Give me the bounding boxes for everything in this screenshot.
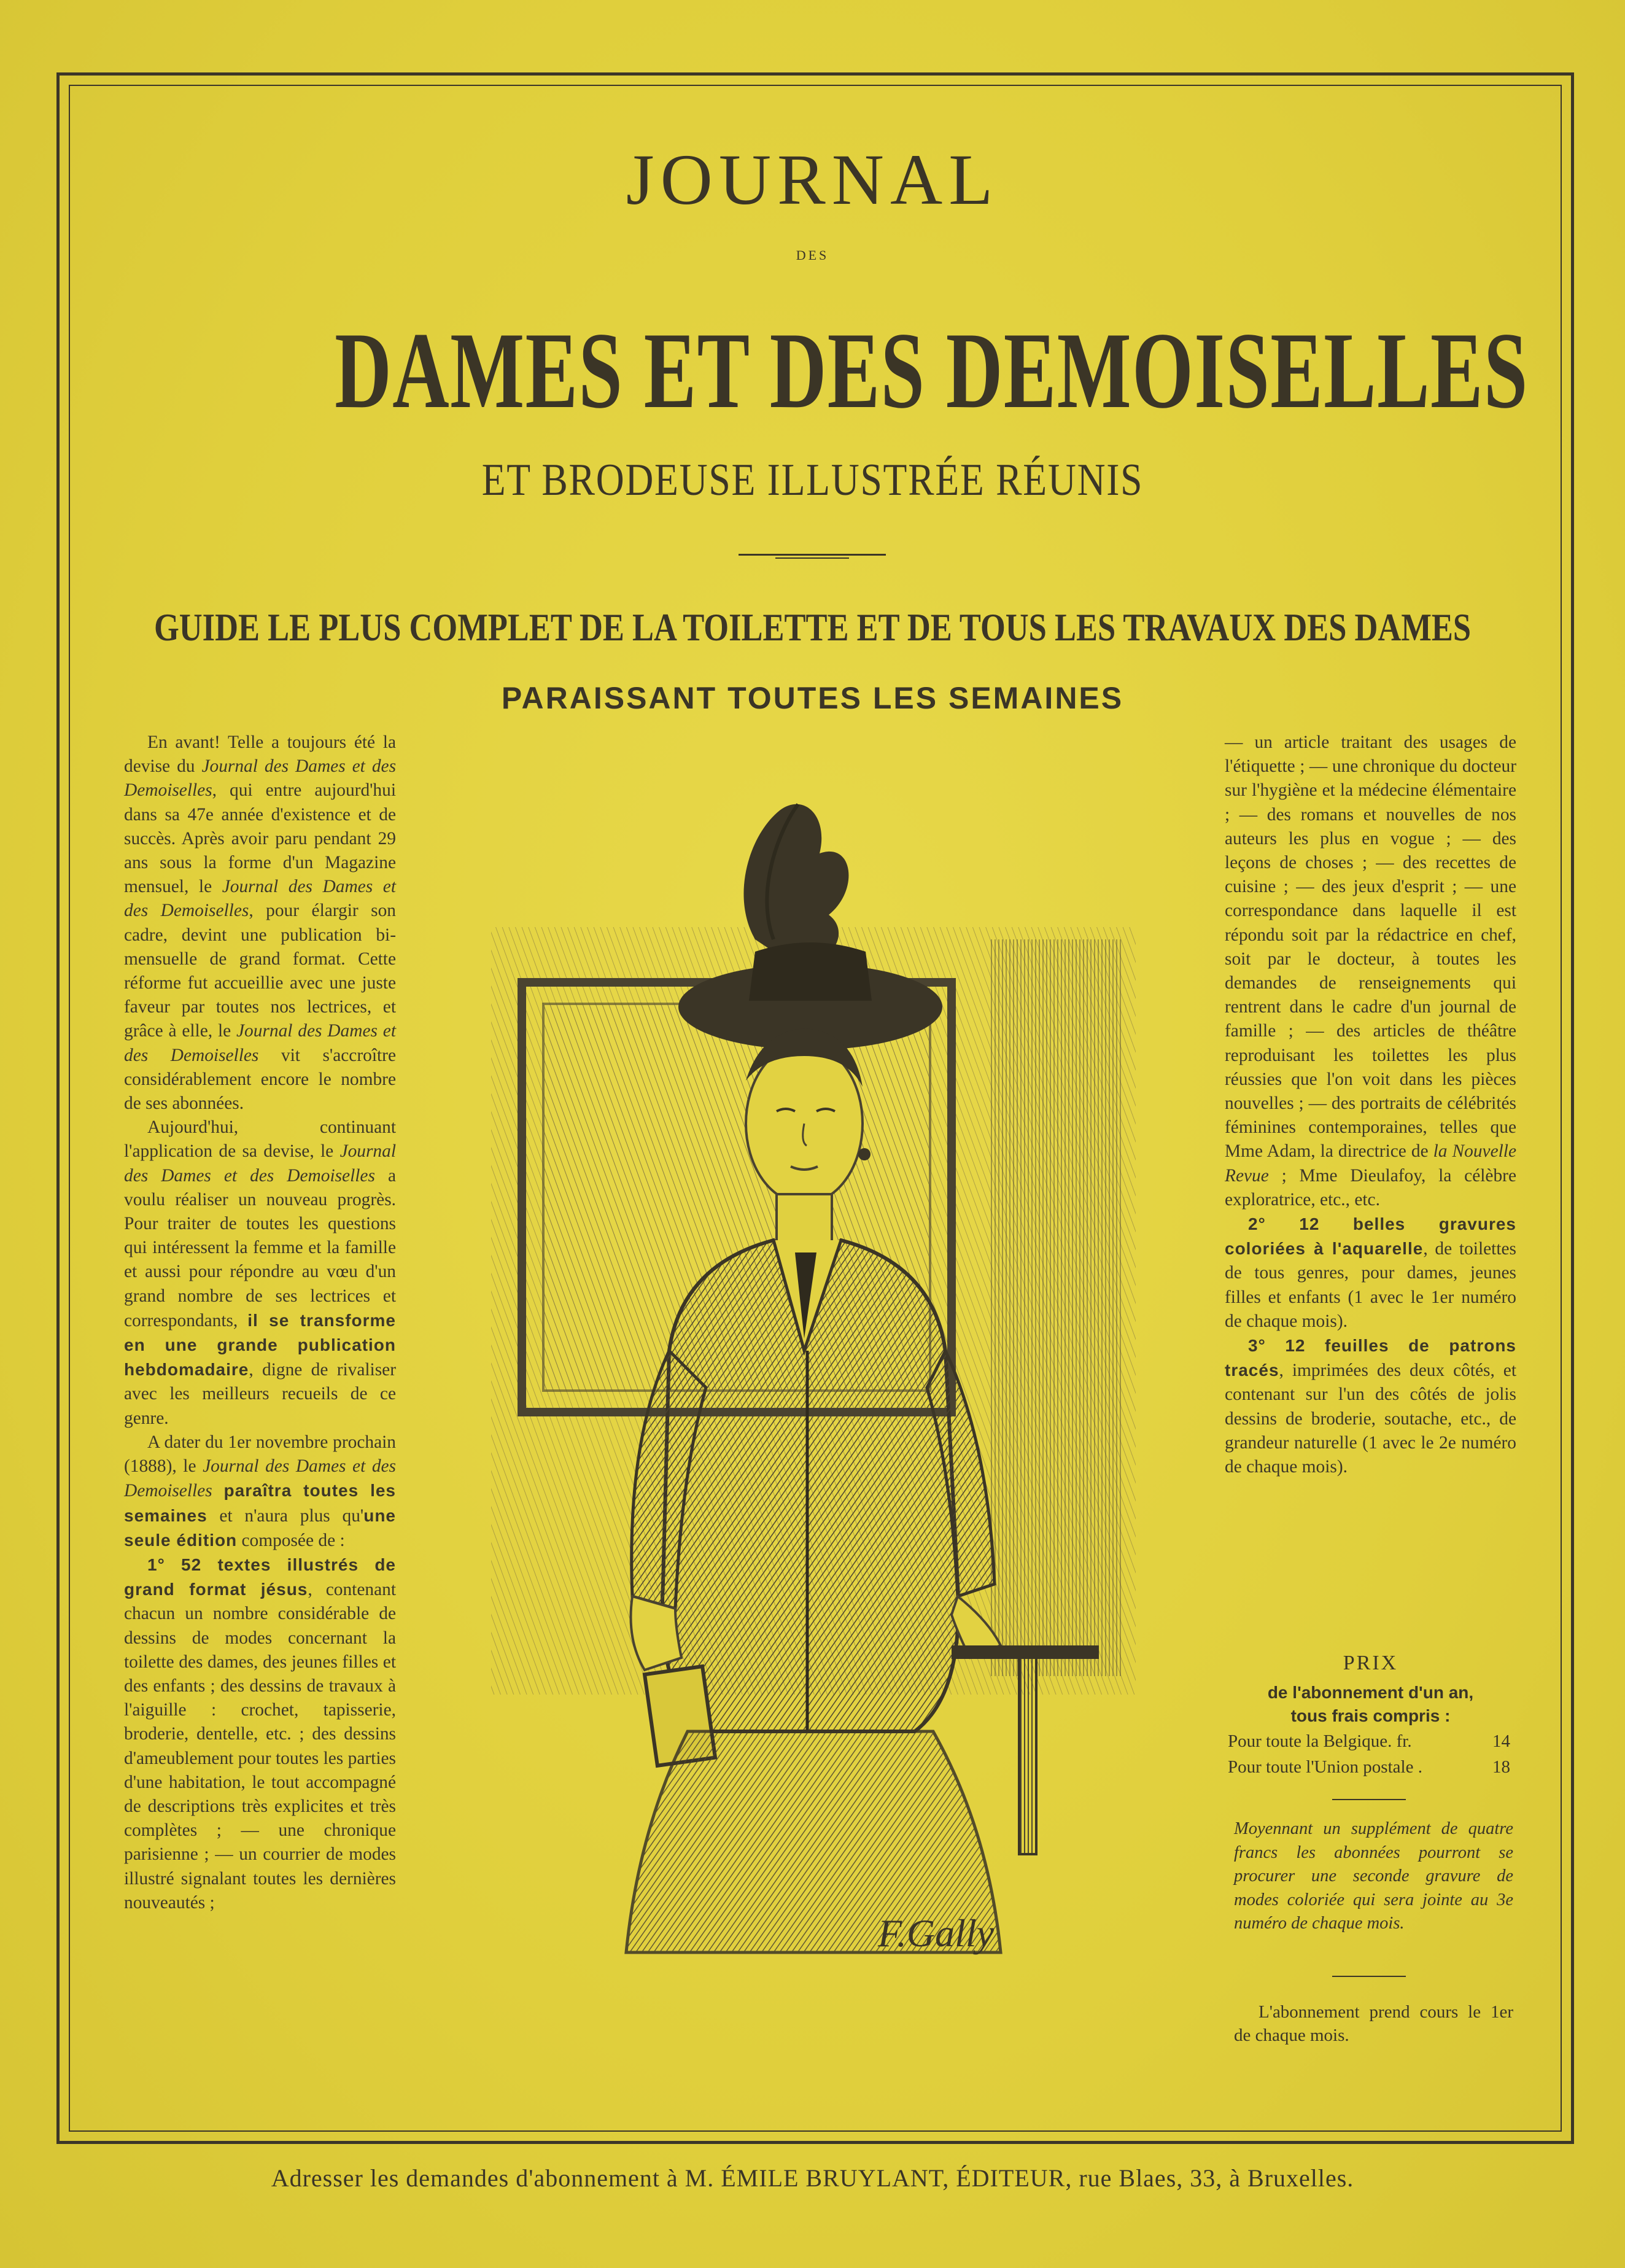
- subscription-start-note: L'abonnement prend cours le 1er de chaque mois.: [1234, 2002, 1513, 2045]
- masthead-des: DES: [796, 247, 829, 263]
- right-paragraph-2: 2° 12 belles gravures coloriées à l'aquarelle, de toilettes de tous genres, pour dames, jeunes filles et enfants (1 avec le 1er numéro de chaque mois).: [1225, 1214, 1516, 1331]
- masthead-journal: JOURNAL: [626, 139, 999, 220]
- right-text-column: [1225, 731, 1516, 1479]
- left-paragraph-4: 1° 52 textes illustrés de grand format jésus, contenant chacun un nombre considérable de dessins de modes concernant la toilette des dames, des jeunes filles et des enfants ; des dessins de travaux à l'aiguille : crochet, tapisserie, broderie, dentelle, etc. ; des dessins d'ameublement pour toutes les parties d'une habitation, le tout accompagné de descriptions très explicites et très complètes ; — une chronique parisienne ; — un courrier de modes illustré signalant toutes les dernières nouveautés ;: [124, 1555, 396, 1913]
- artist-signature: F.Gally: [878, 1911, 995, 1955]
- hat-plume: [743, 804, 848, 965]
- fashion-engraving-illustration: [485, 737, 1154, 2014]
- right-paragraph-1: — un article traitant des usages de l'étiquette ; — une chronique du docteur sur l'hygiène et la médecine élémentaire ; — des romans et nouvelles de nos auteurs les plus en vogue ; — des leçons de choses ; — des recettes de cuisine ; — des jeux d'esprit ; — une correspondance dans laquelle il est répondu soit par la rédactrice en chef, soit par le docteur, à toutes les demandes de renseignements qui rentrent dans le cadre d'un journal de famille ; — des articles de théâtre reproduisant les toilettes les plus réussies que l'on voit dans les pièces nouvelles ; — des portraits de célébrités féminines contemporaines, telles que Mme Adam, la directrice de la Nouvelle Revue ; Mme Dieulafoy, la célèbre exploratrice, etc., etc.: [1225, 732, 1516, 1210]
- prix-subheading: de l'abonnement d'un an, tous frais compris :: [1267, 1683, 1474, 1725]
- masthead-title: DAMES ET DES DEMOISELLES: [335, 309, 1529, 431]
- left-text-column: [124, 731, 396, 1915]
- supplement-divider: [1332, 1976, 1406, 1977]
- footer-address: Adresser les demandes d'abonnement à M. ÉMILE BRUYLANT, ÉDITEUR, rue Blaes, 33, à Bruxelles.: [271, 2164, 1354, 2192]
- left-paragraph-3: A dater du 1er novembre prochain (1888), le Journal des Dames et des Demoiselles paraîtra toutes les semaines et n'aura plus qu'une seule édition composée de :: [124, 1432, 396, 1550]
- guide-tagline: GUIDE LE PLUS COMPLET DE LA TOILETTE ET DE TOUS LES TRAVAUX DES DAMES: [153, 605, 1472, 649]
- background-curtain: [988, 939, 1123, 1676]
- frequency-tagline: PARAISSANT TOUTES LES SEMAINES: [501, 681, 1124, 715]
- hat-crown: [749, 942, 872, 1001]
- price-row-belgique: Pour toute la Belgique. fr. 14: [1228, 1731, 1510, 1751]
- right-paragraph-3: 3° 12 feuilles de patrons tracés, imprimées des deux côtés, et contenant sur l'un des côtés de jolis dessins de broderie, soutache, etc., de grandeur naturelle (1 avec le 2e numéro de chaque mois).: [1225, 1336, 1516, 1477]
- left-paragraph-2: Aujourd'hui, continuant l'application de sa devise, le Journal des Dames et des Demoiselles a voulu réaliser un nouveau progrès. Pour traiter de toutes les questions qui intéressent la femme et la famille et aussi pour répondre au vœu d'un grand nombre de ses lectrices et correspondants, il se transforme en une grande publication hebdomadaire, digne de rivaliser avec les meilleurs recueils de ce genre.: [124, 1117, 396, 1428]
- supplement-note: Moyennant un supplément de quatre francs les abonnées pourront se procurer une seconde gravure de modes coloriée qui sera jointe au 3e numéro de chaque mois.: [1234, 1819, 1513, 1933]
- masthead-subtitle: ET BRODEUSE ILLUSTRÉE RÉUNIS: [481, 455, 1144, 505]
- ornamental-rule: [739, 554, 886, 556]
- prix-divider: [1332, 1799, 1406, 1800]
- price-row-union-postale: Pour toute l'Union postale . 18: [1228, 1757, 1510, 1777]
- prix-heading: PRIX: [1343, 1652, 1398, 1674]
- left-paragraph-1: En avant! Telle a toujours été la devise du Journal des Dames et des Demoiselles, qui entre aujourd'hui dans sa 47e année d'existence et de succès. Après avoir paru pendant 29 ans sous la forme d'un Magazine mensuel, le Journal des Dames et des Demoiselles, pour élargir son cadre, devint une publication bi-mensuelle de grand format. Cette réforme fut accueillie avec une juste faveur par toutes nos lectrices, et grâce à elle, le Journal des Dames et des Demoiselles vit s'accroître considérablement encore le nombre de ses abonnées.: [124, 732, 397, 1114]
